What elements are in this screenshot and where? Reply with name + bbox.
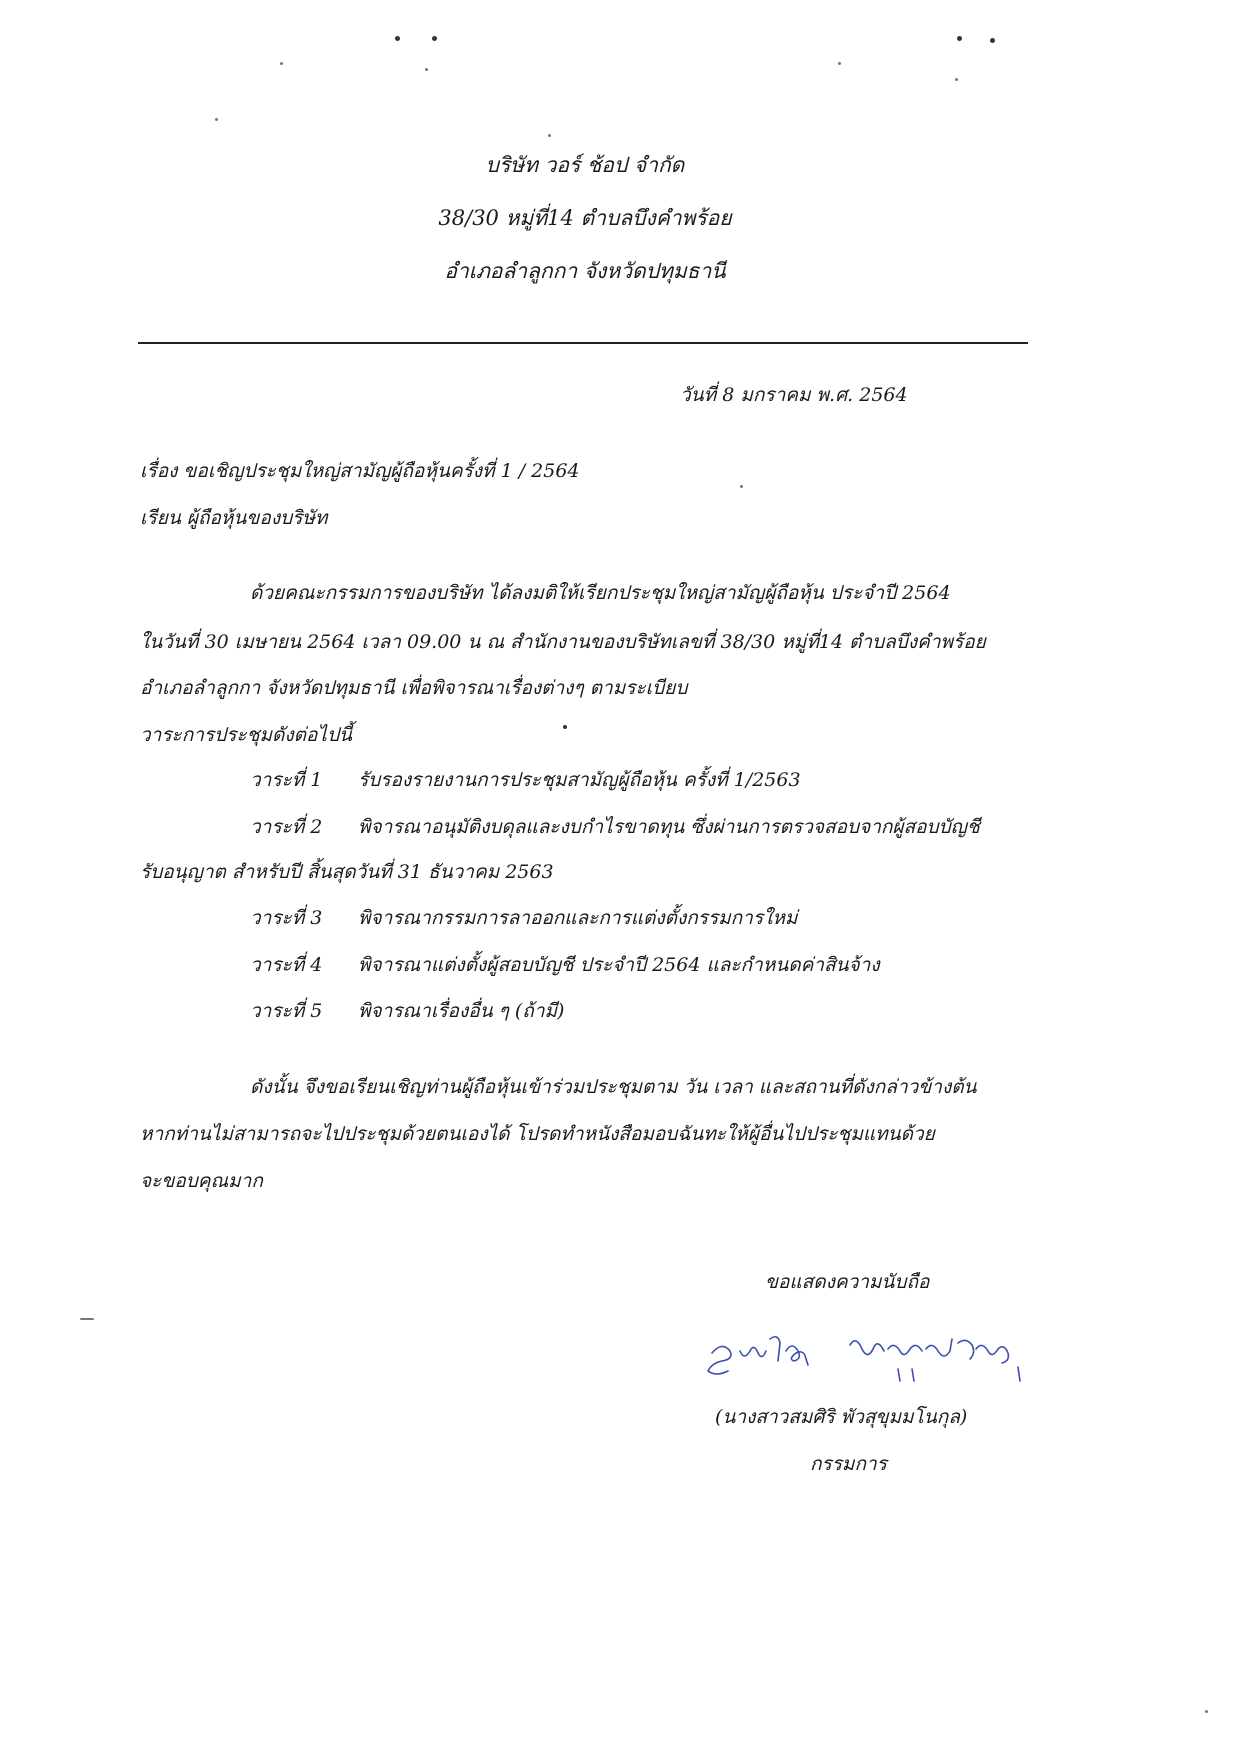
scan-speck bbox=[1205, 1710, 1208, 1713]
agenda-text: รับรองรายงานการประชุมสามัญผู้ถือหุ้น ครั้งที่ 1/2563 bbox=[358, 769, 801, 791]
letter-recipient: เรียน ผู้ถือหุ้นของบริษัท bbox=[140, 507, 328, 529]
signatory-title: กรรมการ bbox=[810, 1453, 887, 1475]
agenda-text: พิจารณาอนุมัติงบดุลและงบกำไรขาดทุน ซึ่งผ่านการตรวจสอบจากผู้สอบบัญชี bbox=[358, 816, 980, 838]
company-name: บริษัท วอร์ ช้อป จำกัด bbox=[485, 153, 685, 177]
scan-speck bbox=[425, 68, 428, 71]
scan-speck bbox=[957, 36, 962, 41]
closing-line-3: จะขอบคุณมาก bbox=[140, 1170, 263, 1192]
scan-speck bbox=[990, 38, 995, 43]
scan-speck bbox=[280, 62, 283, 65]
scan-speck bbox=[548, 134, 551, 137]
letter-date: วันที่ 8 มกราคม พ.ศ. 2564 bbox=[680, 384, 908, 406]
scan-speck bbox=[955, 78, 958, 81]
agenda-label: วาระที่ 5 bbox=[250, 1000, 323, 1022]
body-line-3: อำเภอลำลูกกา จังหวัดปทุมธานี เพื่อพิจารณาเรื่องต่างๆ ตามระเบียบ bbox=[140, 677, 688, 699]
scan-speck bbox=[432, 36, 437, 41]
signatory-name: (นางสาวสมศิริ พัวสุขุมมโนกุล) bbox=[715, 1406, 968, 1428]
company-address-line1: 38/30 หมู่ที่14 ตำบลบึงคำพร้อย bbox=[438, 206, 732, 230]
letter-subject: เรื่อง ขอเชิญประชุมใหญ่สามัญผู้ถือหุ้นครั้งที่ 1 / 2564 bbox=[140, 460, 580, 482]
agenda-continuation: รับอนุญาต สำหรับปี สิ้นสุดวันที่ 31 ธันวาคม 2563 bbox=[140, 861, 554, 883]
body-line-1: ด้วยคณะกรรมการของบริษัท ได้ลงมติให้เรียกประชุมใหญ่สามัญผู้ถือหุ้น ประจำปี 2564 bbox=[250, 582, 951, 604]
agenda-text: พิจารณากรรมการลาออกและการแต่งตั้งกรรมการใหม่ bbox=[358, 907, 798, 929]
scan-speck bbox=[838, 62, 841, 65]
scan-speck bbox=[80, 1318, 94, 1320]
scan-speck bbox=[215, 118, 218, 121]
regards-text: ขอแสดงความนับถือ bbox=[765, 1271, 930, 1293]
closing-line-1: ดังนั้น จึงขอเรียนเชิญท่านผู้ถือหุ้นเข้าร่วมประชุมตาม วัน เวลา และสถานที่ดังกล่าวข้างต้น bbox=[250, 1076, 977, 1098]
agenda-text: พิจารณาเรื่องอื่น ๆ (ถ้ามี) bbox=[358, 1000, 565, 1022]
agenda-label: วาระที่ 4 bbox=[250, 954, 323, 976]
handwritten-signature bbox=[700, 1325, 1040, 1395]
scan-speck bbox=[740, 485, 743, 488]
header-divider bbox=[138, 342, 1028, 344]
agenda-text: พิจารณาแต่งตั้งผู้สอบบัญชี ประจำปี 2564 และกำหนดค่าสินจ้าง bbox=[358, 954, 880, 976]
body-line-2: ในวันที่ 30 เมษายน 2564 เวลา 09.00 น ณ สำนักงานของบริษัทเลขที่ 38/30 หมู่ที่14 ตำบลบึงคำพร้อย bbox=[140, 631, 986, 653]
agenda-label: วาระที่ 3 bbox=[250, 907, 323, 929]
agenda-label: วาระที่ 1 bbox=[250, 769, 323, 791]
agenda-label: วาระที่ 2 bbox=[250, 816, 323, 838]
company-address-line2: อำเภอลำลูกกา จังหวัดปทุมธานี bbox=[444, 259, 726, 283]
body-line-4: วาระการประชุมดังต่อไปนี้ bbox=[140, 724, 352, 746]
scan-speck bbox=[563, 725, 567, 729]
closing-line-2: หากท่านไม่สามารถจะไปประชุมด้วยตนเองได้ โปรดทำหนังสือมอบฉันทะให้ผู้อื่นไปประชุมแทนด้วย bbox=[140, 1123, 935, 1145]
scan-speck bbox=[395, 36, 400, 41]
